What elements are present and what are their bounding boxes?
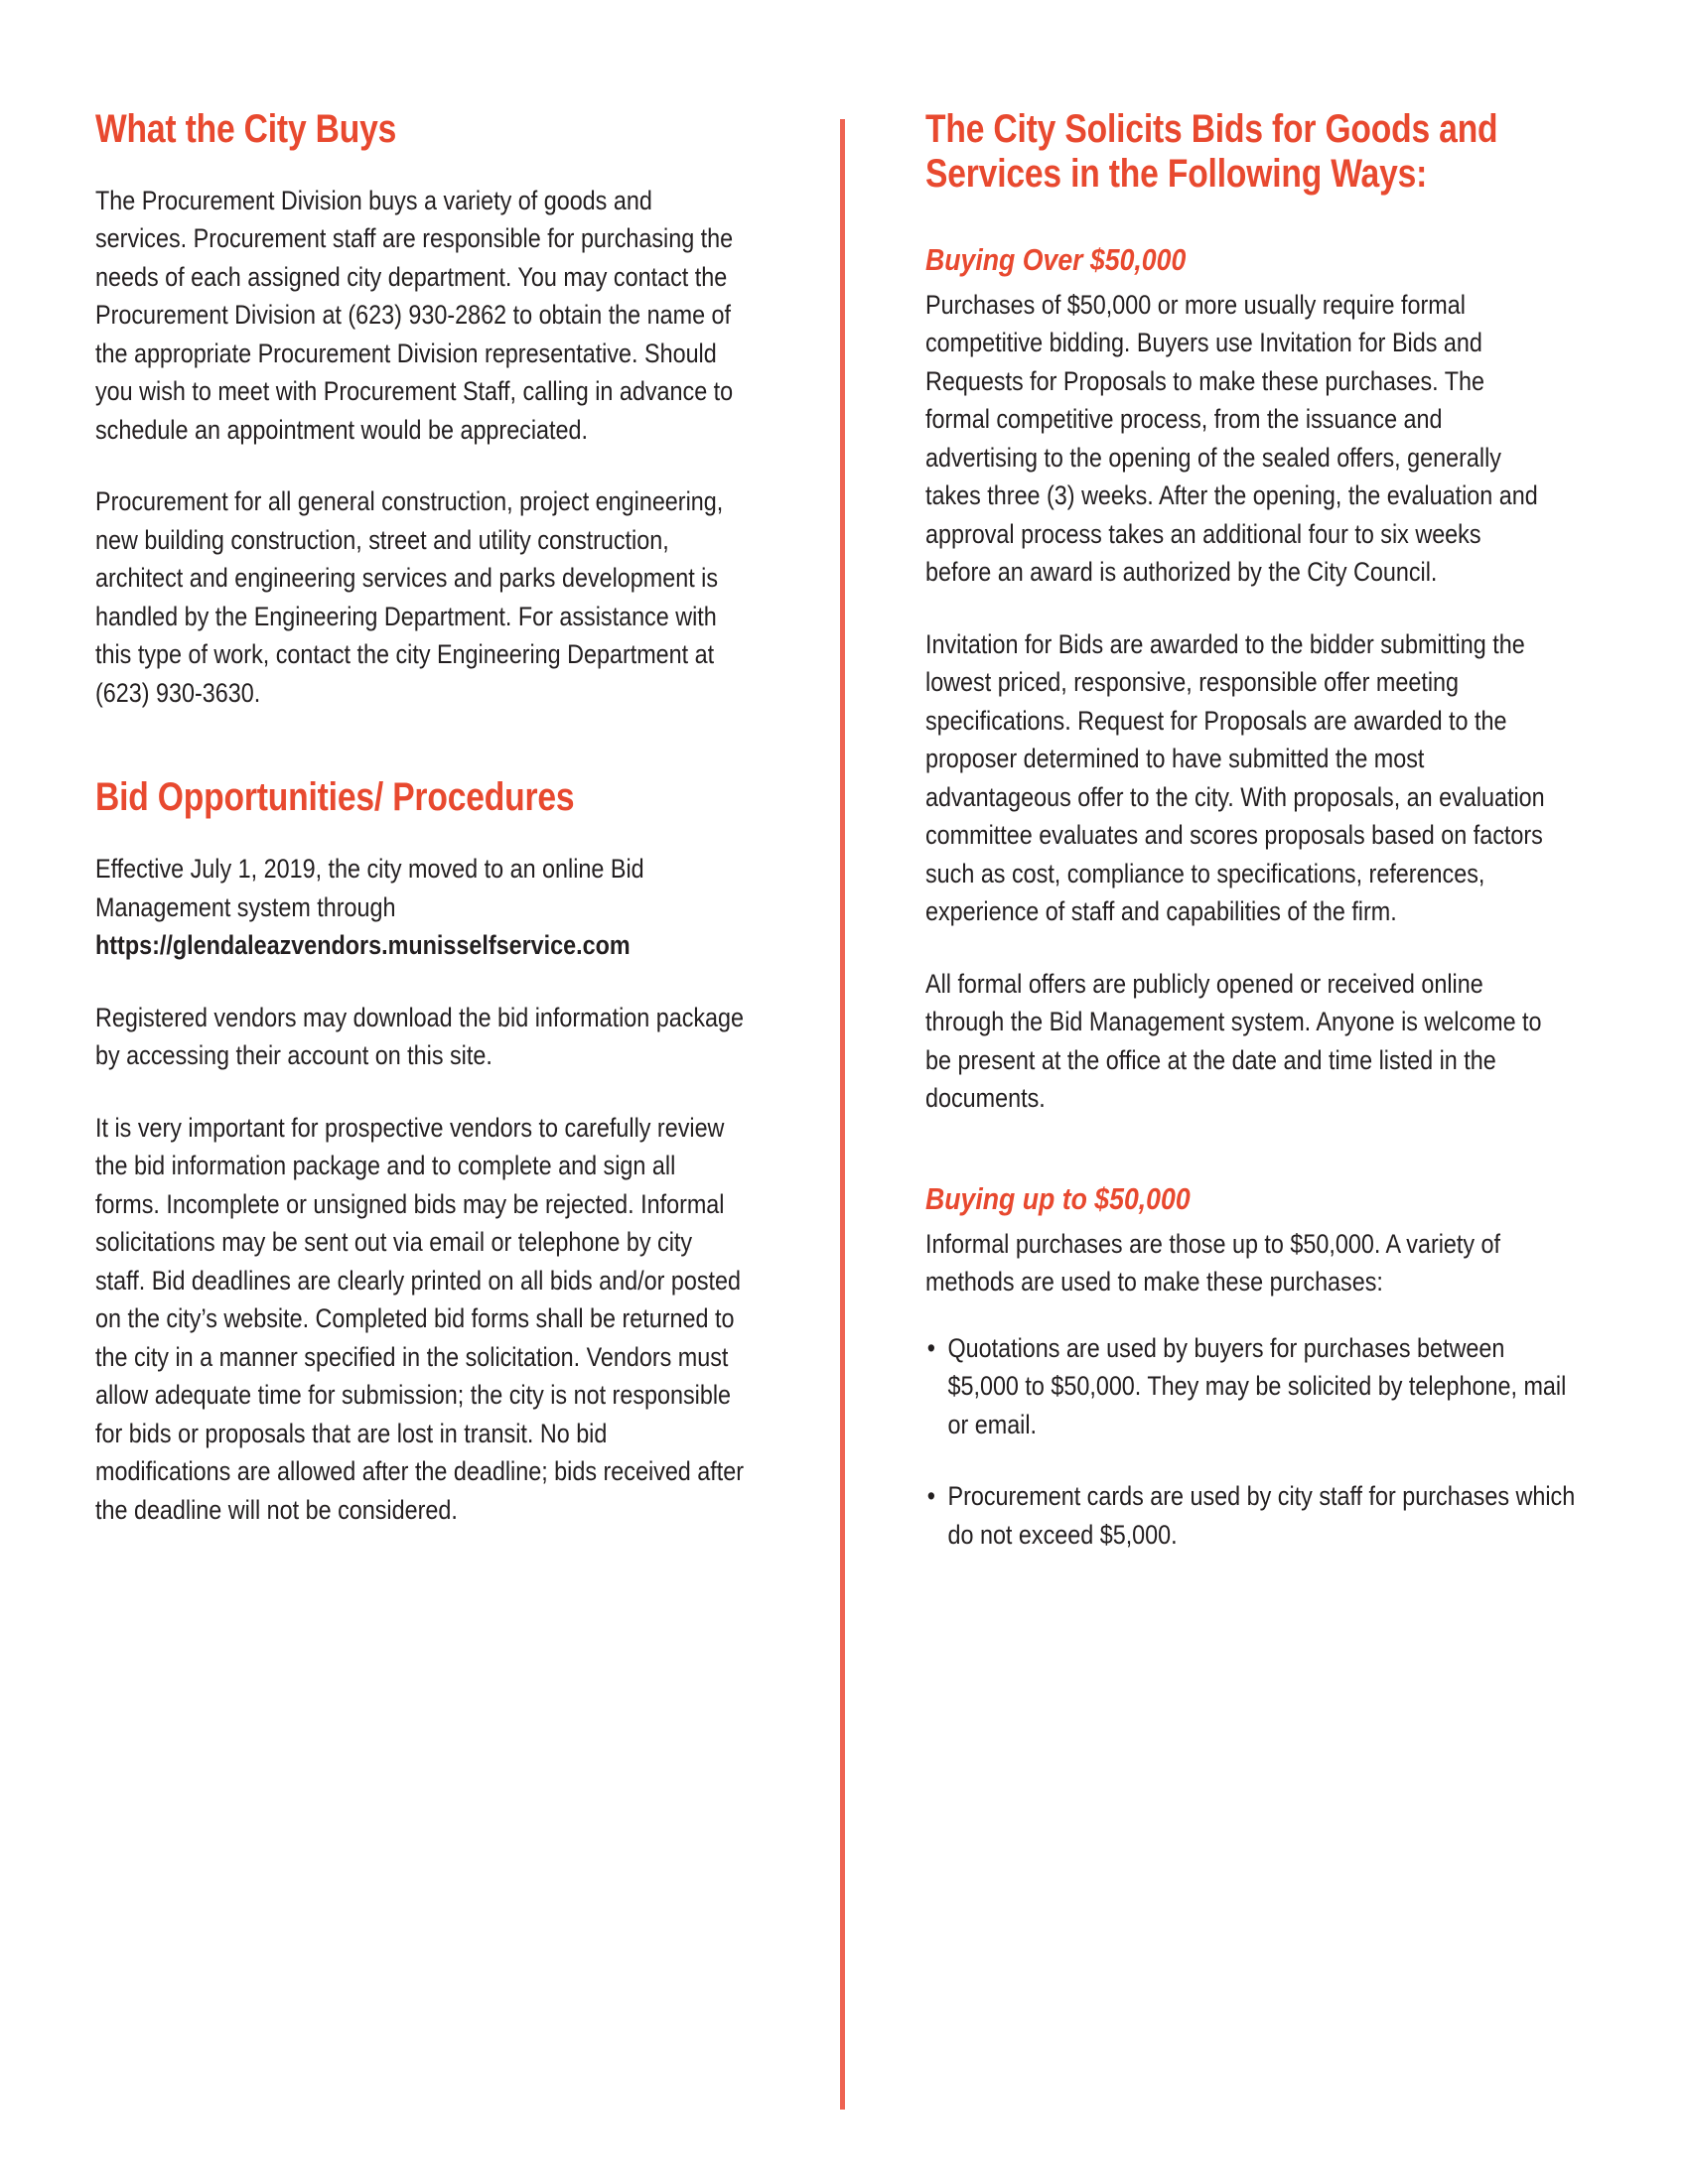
list-item-label: Procurement cards are used by city staff for purchases which do not exceed $5,000.	[947, 1481, 1576, 1550]
bullet-icon: •	[926, 1481, 935, 1511]
spacer	[925, 1217, 1553, 1225]
heading-bid-opportunities-procedures: Bid Opportunities/ Procedures	[95, 775, 575, 820]
paragraph-formal-competitive-bidding: Purchases of $50,000 or more usually require formal competitive bidding. Buyers use Invitation for Bids and Requests for Proposals to make these purchases. The formal competitive process, from the issuance and advertising to the opening of the sealed offers, generally takes three (3) weeks. After the opening, the evaluation and approval process takes an additional four to six weeks before an award is authorized by the City Council.	[925, 289, 1538, 588]
spacer	[95, 449, 746, 482]
informal-purchase-methods-list	[925, 1329, 1576, 1555]
spacer	[95, 1075, 746, 1109]
spacer	[925, 278, 1553, 286]
paragraph-vendor-instructions: It is very important for prospective vendors to carefully review the bid information package and to complete and sign all forms. Incomplete or unsigned bids may be rejected. Informal solicitations may be sent out via email or telephone by city staff. Bid deadlines are clearly printed on all bids and/or posted on the city’s website. Completed bid forms shall be returned to the city in a manner specified in the solicitation. Vendors must allow adequate time for submission; the city is not responsible for bids or proposals that are lost in transit. No bid modifications are allowed after the deadline; bids received after the deadline will not be considered.	[95, 1112, 745, 1525]
paragraph-bid-management-system: Effective July 1, 2019, the city moved to an online Bid Management system through	[95, 854, 644, 922]
spacer	[925, 1301, 1553, 1329]
list-item	[925, 1329, 1575, 1444]
spacer	[925, 592, 1553, 625]
spacer	[95, 152, 746, 182]
spacer	[925, 197, 1553, 242]
spacer	[95, 820, 746, 850]
heading-what-the-city-buys: What the City Buys	[95, 107, 397, 151]
left-column	[95, 107, 746, 1529]
subheading-buying-up-to-50000: Buying up to $50,000	[925, 1180, 1191, 1216]
column-divider-rule	[840, 119, 845, 2110]
paragraph-procurement-division-overview: The Procurement Division buys a variety of goods and services. Procurement staff are responsible for purchasing the needs of each assigned city department. You may contact the Procurement Division at (623) 930-2862 to obtain the name of the appropriate Procurement Division representative. Should you wish to meet with Procurement Staff, calling in advance to schedule an appointment would be appreciated.	[95, 185, 734, 445]
heading-city-solicits-bids: The City Solicits Bids for Goods and Services in the Following Ways:	[925, 107, 1498, 196]
right-column	[925, 107, 1576, 1554]
subheading-buying-over-50000: Buying Over $50,000	[925, 241, 1187, 277]
spacer	[925, 931, 1553, 965]
spacer	[95, 965, 746, 999]
spacer	[925, 1118, 1553, 1181]
paragraph-informal-purchases: Informal purchases are those up to $50,000. A variety of methods are used to make these purchases:	[925, 1228, 1501, 1297]
paragraph-registered-vendors: Registered vendors may download the bid information package by accessing their account on this site.	[95, 1002, 745, 1071]
list-item	[925, 1477, 1575, 1554]
list-item-label: Quotations are used by buyers for purchases between $5,000 to $50,000. They may be solicited by telephone, mail or email.	[947, 1332, 1567, 1439]
bid-management-url[interactable]: https://glendaleazvendors.munisselfservice.com	[95, 930, 631, 961]
spacer	[95, 712, 746, 775]
bullet-icon: •	[926, 1332, 935, 1363]
paragraph-award-criteria: Invitation for Bids are awarded to the bidder submitting the lowest priced, responsive, responsible offer meeting specifications. Request for Proposals are awarded to the proposer determined to have submitted the most advantageous offer to the city. With proposals, an evaluation committee evaluates and scores proposals based on factors such as cost, compliance to specifications, references, experience of staff and capabilities of the firm.	[925, 628, 1545, 927]
paragraph-public-opening: All formal offers are publicly opened or received online through the Bid Management system. Anyone is welcome to be present at the office at the date and time listed in the documents.	[925, 968, 1542, 1114]
paragraph-engineering-department: Procurement for all general construction, project engineering, new building construction, street and utility construction, architect and engineering services and parks development is handled by the Engineering Department. For assistance with this type of work, contact the city Engineering Department at (623) 930-3630.	[95, 486, 724, 708]
